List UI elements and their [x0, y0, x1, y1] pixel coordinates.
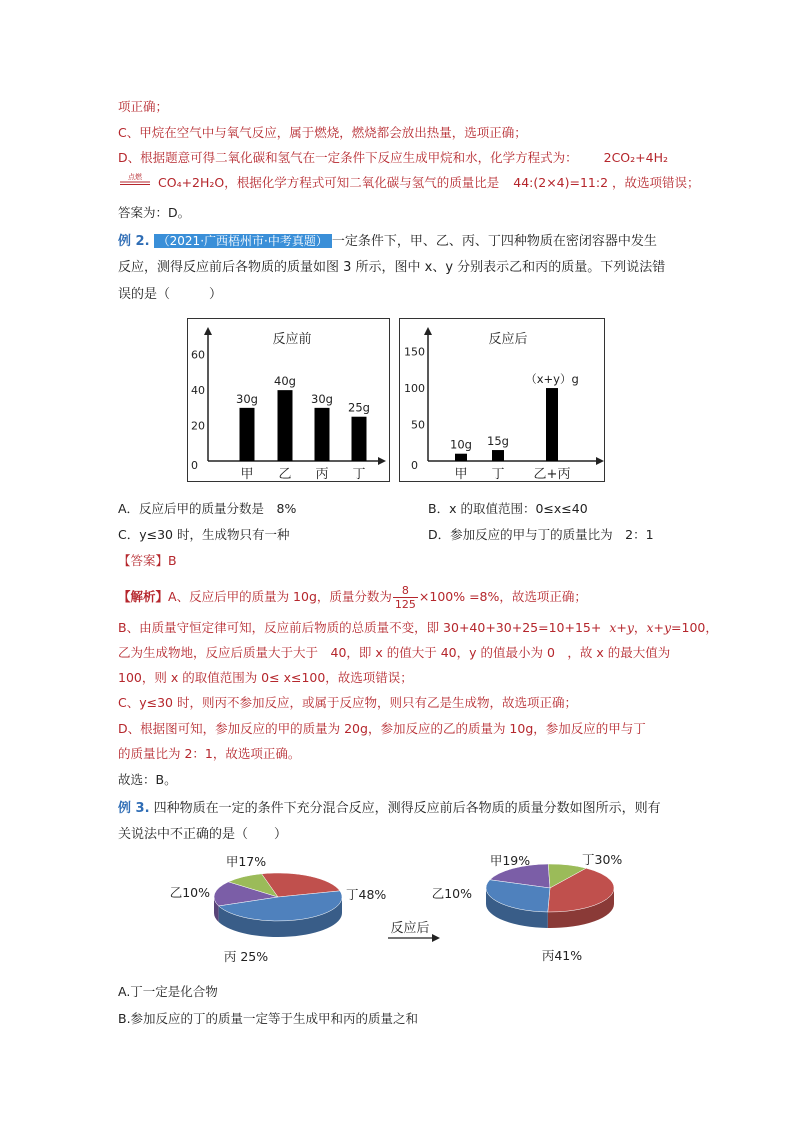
text-line: 项正确； [118, 99, 169, 114]
math-var: x+y [609, 620, 634, 635]
bar-data-label: （x+y）g [525, 372, 579, 387]
bar-data-label: 30g [311, 391, 333, 406]
option-b: B．x 的取值范围：0≤x≤40 [428, 501, 588, 516]
y-tick-label: 40 [191, 384, 205, 398]
pie-charts [150, 846, 650, 970]
source-tag: （2021·广西梧州市·中考真题） [154, 234, 332, 248]
pie-label: 甲17% [225, 854, 267, 869]
bar-chart-before-svg [188, 319, 389, 481]
bar-data-label: 40g [274, 374, 296, 389]
x-tick-label: 丁 [352, 467, 366, 481]
chart-title: 反应后 [488, 332, 528, 347]
analysis-line: C、y≤30 时，则丙不参加反应，或属于反应物，则只有乙是生成物，故选项正确； [118, 695, 577, 710]
bar-chart-after-svg [400, 319, 604, 481]
analysis-line [118, 619, 718, 637]
x-tick-label: 乙 [278, 467, 292, 481]
option-b: B.参加反应的丁的质量一定等于生成甲和丙的质量之和 [118, 1011, 419, 1026]
pie-label: 丁30% [582, 852, 623, 867]
y-axis-arrow [204, 327, 212, 335]
text-span: D、根据题意可得二氧化碳和氢气在一定条件下反应生成甲烷和水，化学方程式为： [118, 150, 578, 165]
bar-data-label: 30g [236, 391, 258, 406]
y-tick-label: 60 [191, 348, 205, 362]
pie-label: 丙41% [541, 948, 583, 963]
arrow-head [432, 934, 440, 942]
fraction-denominator: 125 [394, 598, 416, 611]
y-tick-label: 50 [411, 418, 425, 432]
analysis-line: 故选：B。 [118, 772, 177, 787]
x-tick-label: 甲 [240, 467, 254, 481]
text-span: ， [633, 620, 647, 635]
reaction-condition-label: 点燃 [128, 173, 142, 181]
text-span: 四种物质在一定的条件下充分混合反应，测得反应前后各物质的质量分数如图所示，则有 [153, 801, 661, 816]
y-tick-label: 100 [404, 382, 425, 396]
example-label: 例 3. [118, 801, 150, 816]
bar [278, 390, 293, 461]
text-line [118, 149, 668, 167]
x-tick-label: 丙 [315, 467, 329, 481]
bar [546, 388, 558, 461]
bar-chart-after [399, 318, 605, 482]
text-span: =100， [671, 620, 718, 635]
equation: 2CO₂+4H₂ [603, 150, 668, 165]
bar [492, 450, 504, 461]
reaction-condition-arrow [118, 171, 152, 189]
option-d: D．参加反应的甲与丁的质量比为 2：1 [428, 527, 654, 542]
text-line: 反应，测得反应前后各物质的质量如图 3 所示，图中 x、y 分别表示乙和丙的质量。下列说法错 [118, 260, 666, 275]
y-tick-label: 20 [191, 419, 205, 433]
answer-line: 答案为：D。 [118, 205, 191, 220]
x-axis-arrow [596, 457, 604, 465]
fraction-numerator: 8 [393, 584, 418, 598]
fraction [393, 584, 418, 611]
pie-label: 丁48% [346, 887, 387, 902]
chart-title: 反应前 [272, 332, 312, 347]
x-tick-label: 丁 [491, 467, 505, 481]
pie-arrow-label: 反应后 [390, 921, 430, 936]
pie-label: 甲19% [489, 853, 531, 868]
answer-label: 【答案】B [118, 553, 177, 568]
x-axis-arrow [378, 457, 386, 465]
bar-data-label: 10g [450, 437, 472, 452]
bar-chart-before [187, 318, 390, 482]
y-tick-label: 0 [191, 459, 198, 472]
y-axis-arrow [424, 327, 432, 335]
text-line: C、甲烷在空气中与氧气反应，属于燃烧，燃烧都会放出热量，选项正确； [118, 125, 527, 140]
pie-label: 乙10% [431, 886, 472, 901]
text-span: ×100% =8%，故选项正确； [418, 589, 587, 604]
analysis-line: 100，则 x 的取值范围为 0≤ x≤100，故选项错误； [118, 670, 413, 685]
option-c: C．y≤30 时，生成物只有一种 [118, 527, 290, 542]
option-a: A.丁一定是化合物 [118, 984, 218, 999]
bar [315, 408, 330, 461]
bar-data-label: 25g [348, 400, 370, 415]
y-tick-label: 150 [404, 345, 425, 359]
pie-label: 丙 25% [223, 949, 269, 964]
pie-label: 乙10% [169, 885, 210, 900]
text-span: ，故选项错误； [612, 175, 700, 190]
ratio: 44:(2×4)=11:2 [513, 175, 609, 190]
analysis-label: 【解析】 [118, 589, 169, 604]
analysis-line [118, 584, 587, 611]
analysis-line: 的质量比为 2：1，故选项正确。 [118, 746, 301, 761]
example-2-question [118, 232, 657, 251]
option-a: A．反应后甲的质量分数是 8% [118, 501, 297, 516]
bar [240, 408, 255, 461]
text-span: 一定条件下，甲、乙、丙、丁四种物质在密闭容器中发生 [331, 234, 657, 249]
text-span: A、反应后甲的质量为 10g，质量分数为 [168, 589, 392, 604]
text-line [158, 174, 700, 192]
analysis-line: D、根据图可知，参加反应的甲的质量为 20g，参加反应的乙的质量为 10g，参加反应的甲与丁 [118, 721, 646, 736]
bar [352, 417, 367, 461]
equation: CO₄+2H₂O，根据化学方程式可知二氧化碳与氢气的质量比是 [158, 175, 500, 190]
bar-data-label: 15g [487, 434, 509, 449]
y-tick-label: 0 [411, 459, 418, 472]
x-tick-label: 甲 [454, 467, 468, 481]
text-line: 误的是（ ） [118, 287, 223, 302]
analysis-line: 乙为生成物地，反应后质量大于大于 40，即 x 的值大于 40，y 的值最小为 0 ，故 x 的最大值为 [118, 645, 671, 660]
example-3-question [118, 800, 661, 818]
x-tick-label: 乙+丙 [533, 467, 571, 481]
bar [455, 454, 467, 461]
text-span: B、由质量守恒定律可知，反应前后物质的总质量不变，即 30+40+30+25=10+15+ [118, 620, 602, 635]
example-label: 例 2. [118, 234, 150, 249]
math-var: x+y [646, 620, 672, 635]
text-line: 关说法中不正确的是（ ） [118, 827, 288, 842]
